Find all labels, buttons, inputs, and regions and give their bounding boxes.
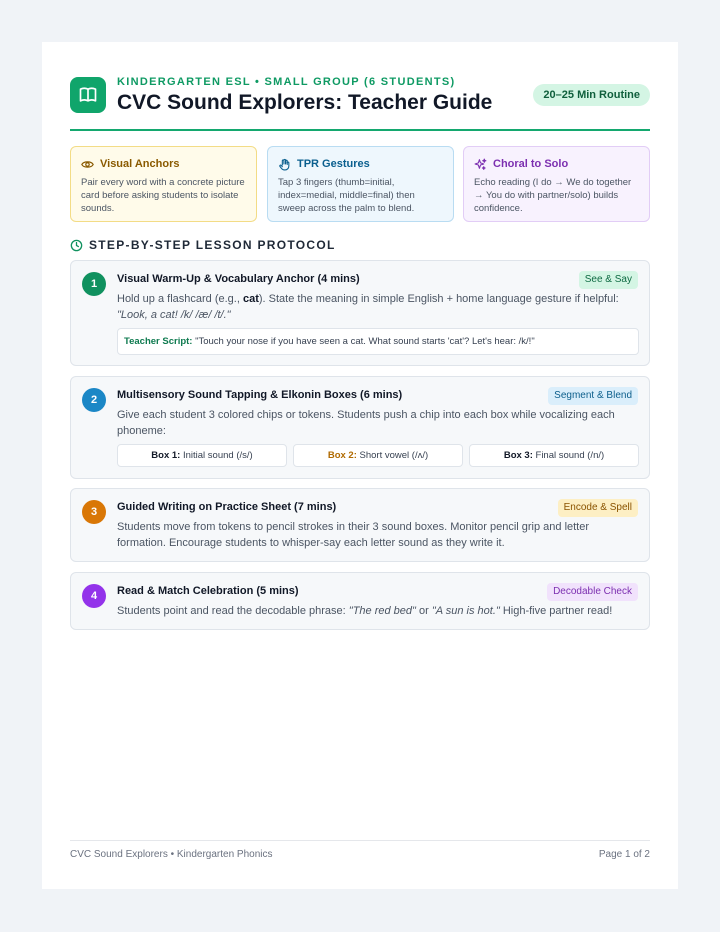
step-card-2 <box>70 376 650 479</box>
elkonin-box-3: Box 3: Final sound (/n/) <box>469 444 639 467</box>
page-header <box>70 76 650 130</box>
elkonin-boxes <box>117 444 639 467</box>
step-body: Hold up a flashcard (e.g., cat). State the meaning in simple English + home language gesture if helpful: "Look, a cat! /k/ /æ/ /t/." <box>117 293 619 321</box>
eye-icon <box>81 158 94 171</box>
step-title: Multisensory Sound Tapping & Elkonin Boxes (6 mins) <box>117 389 403 401</box>
step-tag: Segment & Blend <box>548 387 638 405</box>
step-card-3 <box>70 488 650 562</box>
card-visual-anchors <box>70 146 257 222</box>
card-title: TPR Gestures <box>297 158 370 170</box>
card-text: Echo reading (I do → We do together → You do with partner/solo) builds confidence. <box>474 177 632 214</box>
step-tag: Encode & Spell <box>558 499 638 517</box>
step-body: Students move from tokens to pencil strokes in their 3 sound boxes. Monitor pencil grip and letter formation. Encourage students to whisper-say each letter sound as they write it. <box>117 521 590 549</box>
footer-divider <box>70 840 650 841</box>
card-text: Tap 3 fingers (thumb=initial, index=medial, middle=final) then sweep across the palm to blend. <box>278 177 415 214</box>
page-eyebrow: KINDERGARTEN ESL • SMALL GROUP (6 STUDENTS) <box>117 76 456 88</box>
card-title: Visual Anchors <box>100 158 180 170</box>
footer-title: CVC Sound Explorers • Kindergarten Phonics <box>70 849 273 860</box>
elkonin-box-2: Box 2: Short vowel (/ʌ/) <box>293 444 463 467</box>
elkonin-box-1: Box 1: Initial sound (/s/) <box>117 444 287 467</box>
step-card-1 <box>70 260 650 366</box>
section-heading <box>70 237 336 253</box>
step-title: Read & Match Celebration (5 mins) <box>117 585 299 597</box>
section-title: STEP-BY-STEP LESSON PROTOCOL <box>89 238 336 252</box>
step-number: 4 <box>82 584 106 608</box>
header-divider <box>70 129 650 131</box>
clock-icon <box>70 239 83 252</box>
duration-badge: 20–25 Min Routine <box>533 84 650 106</box>
step-tag: See & Say <box>579 271 638 289</box>
step-tag: Decodable Check <box>547 583 638 601</box>
card-text: Pair every word with a concrete picture card before asking students to isolate sounds. <box>81 177 245 214</box>
step-number: 2 <box>82 388 106 412</box>
page-content <box>70 76 650 860</box>
card-tpr-gestures <box>267 146 454 222</box>
book-icon <box>70 77 106 113</box>
step-body: Students point and read the decodable phrase: "The red bed" or "A sun is hot." High-five partner read! <box>117 605 613 617</box>
teacher-script <box>117 328 639 355</box>
page-title: CVC Sound Explorers: Teacher Guide <box>117 91 493 114</box>
sparkle-icon <box>474 158 487 171</box>
step-title: Visual Warm-Up & Vocabulary Anchor (4 mins) <box>117 273 360 285</box>
card-choral-to-solo <box>463 146 650 222</box>
teacher-script-text: "Touch your nose if you have seen a cat. What sound starts 'cat'? Let's hear: /k/!" <box>192 336 535 347</box>
teacher-script-label: Teacher Script: <box>124 336 193 347</box>
step-card-4 <box>70 572 650 630</box>
hand-icon <box>278 158 291 171</box>
step-title: Guided Writing on Practice Sheet (7 mins) <box>117 501 337 513</box>
strategy-cards <box>70 146 650 222</box>
document-page <box>42 42 678 889</box>
page-number: Page 1 of 2 <box>598 849 650 860</box>
step-number: 1 <box>82 272 106 296</box>
step-number: 3 <box>82 500 106 524</box>
step-body: Give each student 3 colored chips or tokens. Students push a chip into each box while vocalizing each phoneme: <box>117 409 615 437</box>
card-title: Choral to Solo <box>493 158 569 170</box>
